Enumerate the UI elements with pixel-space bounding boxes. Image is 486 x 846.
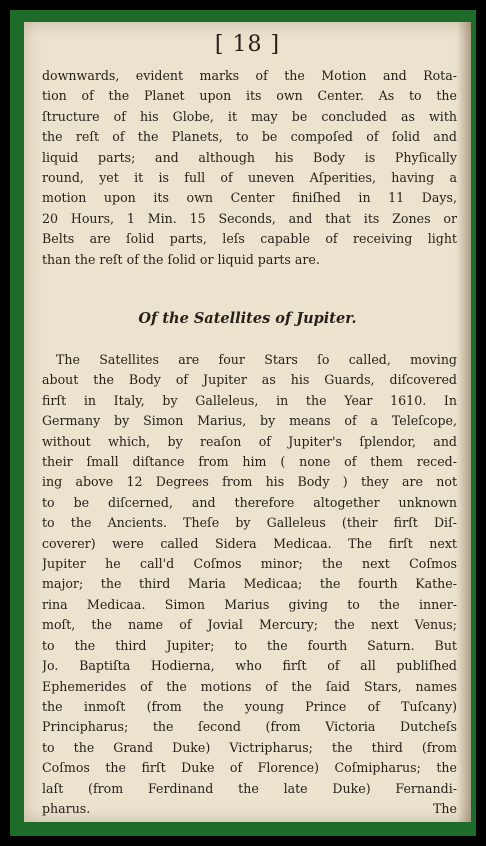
paragraph-continuation: [42, 66, 457, 270]
paragraph-satellites: [42, 350, 457, 819]
text-line: 20 Hours, 1 Min. 15 Seconds, and that its Zones or: [42, 210, 457, 226]
text-line: major; the third Maria Medicaa; the fourth Kathe-: [42, 576, 457, 592]
text-line: firſt in Italy, by Galleleus, in the Year 1610. In: [42, 392, 457, 408]
text-line: tion of the Planet upon its own Center. As to the: [42, 88, 457, 104]
text-line: pharus. The: [42, 800, 457, 816]
text-line: Jo. Baptiſta Hodierna, who firſt of all publiſhed: [42, 658, 457, 674]
text-line: Belts are ſolid parts, leſs capable of receiving light: [42, 231, 457, 247]
section-heading: Of the Satellites of Jupiter.: [138, 310, 357, 327]
text-line: to the Ancients. Theſe by Galleleus (their firſt Diſ-: [42, 515, 457, 531]
text-line: round, yet it is full of uneven Aſperities, having a: [42, 170, 457, 186]
text-line: The Satellites are four Stars ſo called, moving: [56, 352, 457, 367]
text-line: ſtructure of his Globe, it may be concluded as with: [42, 108, 457, 124]
text-line: liquid parts; and although his Body is Phyſically: [42, 149, 457, 165]
text-line: to be diſcerned, and therefore altogether unknown: [42, 494, 457, 510]
text-line: Principharus; the ſecond (from Victoria Dutcheſs: [42, 719, 457, 735]
text-line: Germany by Simon Marius, by means of a Teleſcope,: [42, 413, 457, 429]
text-line: Jupiter he call'd Coſmos minor; the next Coſmos: [42, 556, 457, 572]
text-line: the reſt of the Planets, to be compoſed of ſolid and: [42, 129, 457, 145]
text-line: the inmoſt (from the young Prince of Tuſcany): [42, 698, 457, 714]
text-line: Ephemerides of the motions of the ſaid Stars, names: [42, 678, 457, 694]
text-line: without which, by reaſon of Jupiter's ſplendor, and: [42, 433, 457, 449]
text-line: Coſmos the firſt Duke of Florence) Coſmipharus; the: [42, 760, 457, 776]
text-line: downwards, evident marks of the Motion and Rota-: [42, 68, 457, 83]
book-page: [24, 22, 471, 822]
text-line: rina Medicaa. Simon Marius giving to the inner-: [42, 596, 457, 612]
text-line: laſt (from Ferdinand the late Duke) Fernandi-: [42, 780, 457, 796]
text-line: moſt, the name of Jovial Mercury; the next Venus;: [42, 617, 457, 633]
page-number: [ 18 ]: [214, 32, 281, 57]
text-line: than the reſt of the ſolid or liquid parts are.: [42, 251, 320, 267]
text-line: their ſmall diſtance from him ( none of them reced-: [42, 454, 457, 470]
text-line: coverer) were called Sidera Medicaa. The firſt next: [42, 535, 457, 551]
text-line: about the Body of Jupiter as his Guards, diſcovered: [42, 372, 457, 388]
text-line: to the third Jupiter; to the fourth Saturn. But: [42, 637, 457, 653]
text-line: motion upon its own Center finiſhed in 11 Days,: [42, 190, 457, 206]
text-line: to the Grand Duke) Victripharus; the third (from: [42, 739, 457, 755]
text-line: ing above 12 Degrees from his Body ) they are not: [42, 474, 457, 490]
